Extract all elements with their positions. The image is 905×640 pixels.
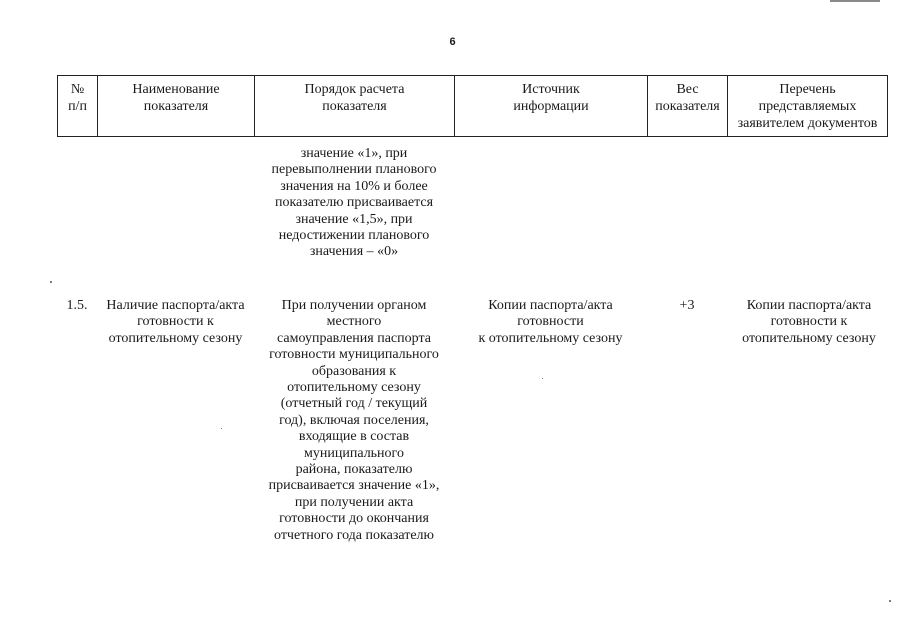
row-order-line: местного [326, 314, 382, 330]
row-information-source [454, 298, 647, 347]
header-documents-line-3: заявителем документов [737, 116, 878, 131]
continuation-line: значения на 10% и более [280, 178, 428, 194]
row-order-line: готовности муниципального [269, 347, 439, 363]
header-documents-line-2: представляемых [758, 99, 857, 114]
row-name-line: Наличие паспорта/акта [106, 298, 245, 313]
scan-speck [221, 428, 222, 429]
row-order-line: отопительному сезону [287, 380, 421, 396]
header-documents [728, 76, 888, 137]
row-order-line: присваивается значение «1», [268, 478, 440, 494]
header-calculation-line-1: Порядок расчета [304, 82, 405, 97]
continuation-line: значение «1», при [300, 146, 408, 161]
row-name-line: готовности к [137, 314, 214, 330]
row-source-line: Копии паспорта/акта [488, 298, 613, 313]
scan-speck [542, 378, 543, 379]
row-order-line: При получении органом [281, 298, 427, 313]
header-calculation-line-2: показателя [322, 99, 387, 114]
continuation-line: значения – «0» [309, 244, 399, 260]
row-calculation-order [254, 298, 454, 544]
row-order-line: муниципального [304, 445, 404, 461]
row-indicator-weight: +3 [679, 298, 695, 313]
row-docs-line: отопительному сезону [742, 330, 876, 346]
header-source-line-2: информации [513, 99, 589, 114]
header-number-line-1: № [70, 82, 85, 97]
header-name-line-2: показателя [143, 99, 209, 114]
row-source-line: к отопительному сезону [478, 330, 623, 346]
row-order-line: отчетного года показателю [274, 527, 434, 543]
row-order-line: самоуправления паспорта [277, 330, 431, 346]
header-documents-line-1: Перечень [779, 82, 836, 97]
header-name-line-1: Наименование [132, 82, 220, 97]
row-docs-line: готовности к [770, 314, 848, 330]
indicator-table-header [57, 75, 888, 137]
continuation-line: перевыполнении планового [271, 162, 437, 178]
row-order-line: при получении акта [294, 494, 414, 510]
header-number [58, 76, 98, 137]
continuation-line: значение «1,5», при [295, 211, 413, 227]
header-name [98, 76, 255, 137]
continuation-line: недостижении планового [278, 228, 430, 244]
header-number-line-2: п/п [68, 99, 87, 114]
row-documents-list [727, 298, 891, 347]
header-calculation-order [255, 76, 455, 137]
row-order-line: района, показателю [295, 462, 413, 478]
corner-rule [830, 0, 880, 2]
row-indicator-name [97, 298, 254, 347]
row-docs-line: Копии паспорта/акта [746, 298, 872, 313]
page-number: 6 [449, 36, 456, 48]
header-weight-line-1: Вес [676, 82, 699, 97]
scan-speck [50, 281, 52, 283]
row-name-line: отопительному сезону [108, 330, 243, 346]
row-order-line: готовности до окончания [279, 511, 429, 527]
continuation-line: показателю присваивается [274, 195, 434, 211]
header-source-line-1: Источник [522, 82, 580, 97]
row-order-line: образования к [311, 363, 397, 379]
header-weight [648, 76, 728, 137]
row-order-line: год), включая поселения, [279, 412, 429, 428]
header-row [58, 76, 888, 137]
row-order-line: (отчетный год / текущий [280, 396, 428, 412]
row-number: 1.5. [66, 298, 88, 313]
scan-speck [889, 600, 891, 602]
row-source-line: готовности [517, 314, 584, 330]
row-order-line: входящие в состав [298, 429, 410, 445]
continuation-text [254, 146, 454, 261]
header-weight-line-2: показателя [655, 99, 720, 114]
header-source [455, 76, 648, 137]
